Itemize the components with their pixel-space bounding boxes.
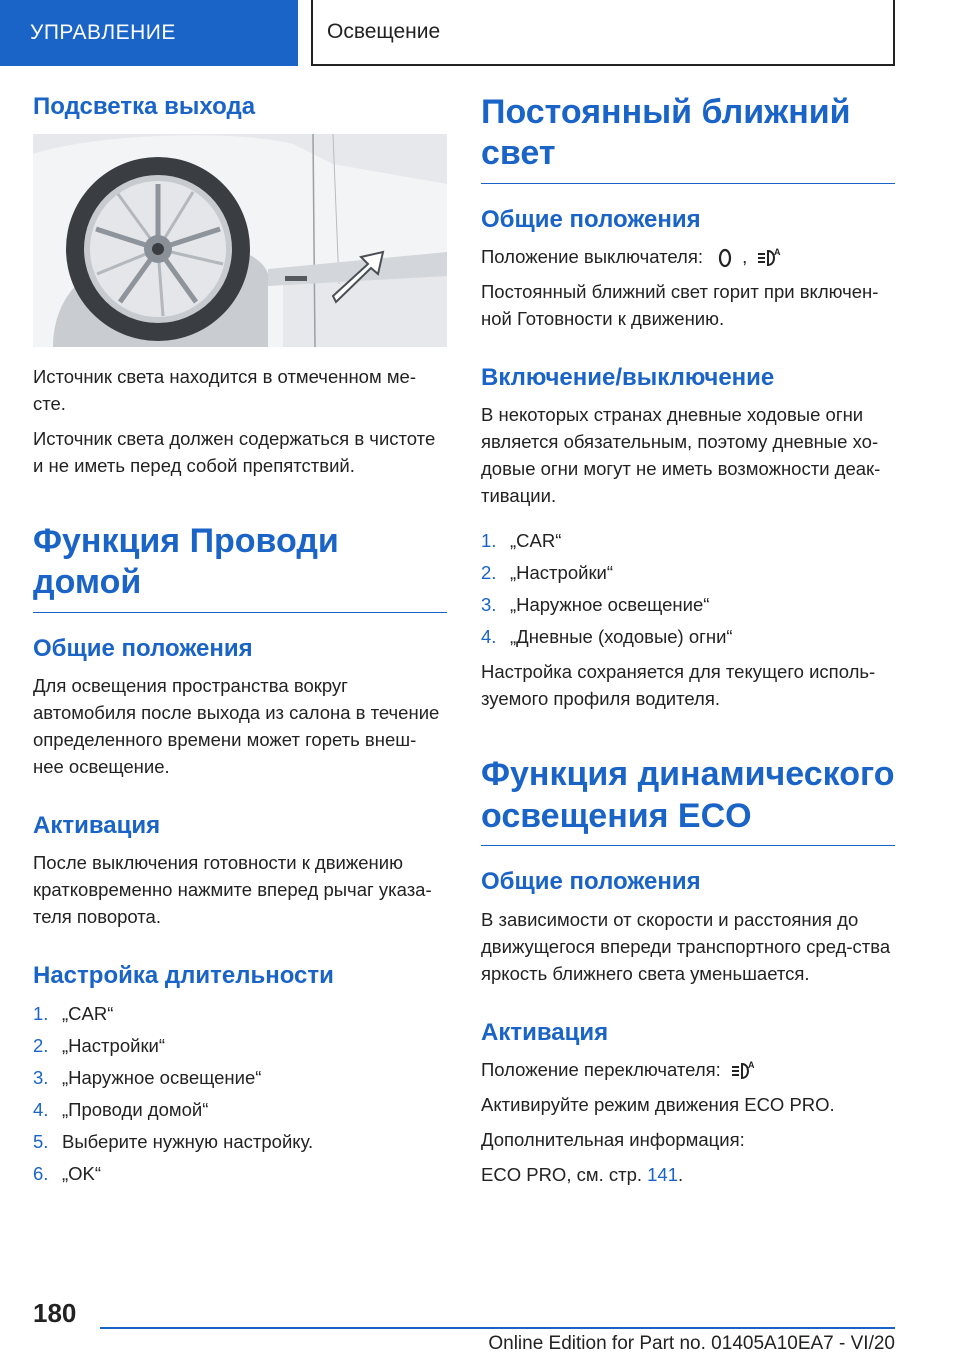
eco-activate-text: Активируйте режим движения ECO PRO. xyxy=(481,1093,835,1115)
eco-switch-line: Положение переключателя: A xyxy=(481,1056,895,1083)
list-item: 1. „CAR“ xyxy=(481,530,562,552)
low-beam-general-text: Постоянный ближний свет горит при включен-ной Готовности к движению. xyxy=(481,281,879,330)
drl-steps xyxy=(481,527,895,650)
list-item: 4. „Проводи домой“ xyxy=(33,1098,209,1120)
edition-info: Online Edition for Part no. 01405A10EA7 - VI/20 xyxy=(488,1333,895,1354)
low-beam-general-title: Общие положения xyxy=(481,205,701,233)
wheel-light-illustration xyxy=(33,134,447,347)
car-wheel-illustration xyxy=(33,134,447,347)
list-item: 4. „Дневные (ходовые) огни“ xyxy=(481,626,733,648)
list-item: 1. „CAR“ xyxy=(33,1002,114,1024)
chapter-title: УПРАВЛЕНИЕ xyxy=(30,21,176,44)
duration-steps xyxy=(33,1000,447,1187)
list-item: 3. „Наружное освещение“ xyxy=(33,1066,262,1088)
follow-general-title: Общие положения xyxy=(33,634,253,662)
eco-activation-title: Активация xyxy=(481,1018,609,1046)
low-beam-title: Постоянный ближний свет xyxy=(481,92,895,184)
follow-me-home-title: Функция Проводи домой xyxy=(33,521,447,613)
list-item: 5. Выберите нужную настройку. xyxy=(33,1130,314,1152)
page-number: 180 xyxy=(33,1298,77,1328)
exit-light-text-1: Источник света находится в отмеченном ме-сте. xyxy=(33,366,416,414)
page-ref-link[interactable]: 141 xyxy=(647,1163,679,1185)
list-item: 2. „Настройки“ xyxy=(33,1034,166,1056)
right-column xyxy=(481,92,895,1196)
chapter-tab xyxy=(0,0,298,66)
eco-title: Функция динамического освещения ECO xyxy=(481,754,895,846)
more-info-label: Дополнительная информация: xyxy=(481,1128,745,1150)
auto-headlight-icon xyxy=(756,246,782,270)
follow-activation-text: После выключения готовности к движению кратковременно нажмите вперед рычаг указа-теля поворота. xyxy=(33,852,432,928)
auto-headlight-icon xyxy=(730,1059,756,1083)
follow-activation-title: Активация xyxy=(33,812,161,840)
section-header xyxy=(311,0,895,66)
exit-light-text-2: Источник света должен содержаться в чистоте и не иметь перед собой препятствий. xyxy=(33,428,436,476)
list-item: 3. „Наружное освещение“ xyxy=(481,594,710,616)
exit-light-title: Подсветка выхода xyxy=(33,93,256,120)
duration-title: Настройка длительности xyxy=(33,962,334,990)
list-item: 6. „OK“ xyxy=(33,1162,102,1184)
switch-position-line: Положение выключателя: , A xyxy=(481,243,895,270)
profile-save-text: Настройка сохраняется для текущего исполь-зуемого профиля водителя. xyxy=(481,661,876,710)
eco-reference: ECO PRO, см. стр. 141. xyxy=(481,1163,684,1185)
light-switch-zero-icon xyxy=(712,246,738,270)
left-column xyxy=(33,92,447,1195)
eco-general-text: В зависимости от скорости и расстояния до движущегося впереди транспортного сред-ства яркость ближнего света уменьшается. xyxy=(481,908,891,984)
svg-text:A: A xyxy=(774,247,781,258)
footer-divider xyxy=(100,1327,895,1329)
list-item: 2. „Настройки“ xyxy=(481,562,614,584)
svg-text:A: A xyxy=(747,1059,755,1070)
onoff-title: Включение/выключение xyxy=(481,364,775,392)
section-title: Освещение xyxy=(327,20,441,43)
onoff-text: В некоторых странах дневные ходовые огни является обязательным, поэтому дневные хо-довые огни могут не иметь возможности деак-тивации. xyxy=(481,404,881,507)
follow-general-text: Для освещения пространства вокруг автомобиля после выхода из салона в течение определенного времени может гореть внеш-нее освещение. xyxy=(33,675,440,778)
eco-general-title: Общие положения xyxy=(481,868,701,896)
